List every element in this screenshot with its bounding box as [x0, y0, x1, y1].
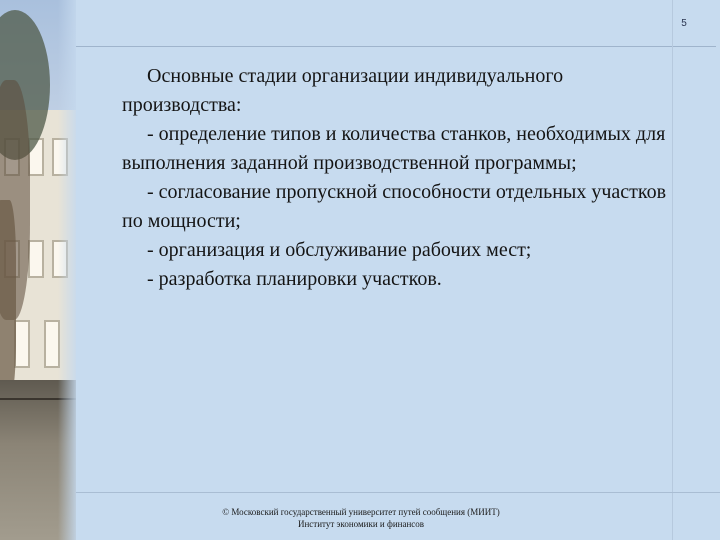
- footer: [146, 506, 576, 530]
- photo-fade: [58, 0, 76, 540]
- footer-copyright: © Московский государственный университет путей сообщения (МИИТ): [222, 507, 500, 517]
- body-item: - организация и обслуживание рабочих мест;: [147, 239, 532, 261]
- side-photo: [0, 0, 76, 540]
- slide-body: [122, 62, 677, 294]
- photo-tree: [0, 200, 16, 400]
- slide-panel: [76, 0, 720, 540]
- body-item: - определение типов и количества станков, необходимых для выполнения заданной производственной программы;: [122, 123, 666, 174]
- body-item: - разработка планировки участков.: [147, 268, 442, 290]
- body-item: - согласование пропускной способности отдельных участков по мощности;: [122, 181, 667, 232]
- photo-window: [28, 240, 44, 278]
- footer-institute: Институт экономики и финансов: [297, 519, 425, 529]
- footer-divider: [76, 492, 720, 493]
- body-intro: Основные стадии организации индивидуального производства:: [122, 65, 564, 116]
- header-divider: [76, 46, 716, 47]
- photo-window: [14, 320, 30, 368]
- slide-number: 5: [681, 18, 687, 29]
